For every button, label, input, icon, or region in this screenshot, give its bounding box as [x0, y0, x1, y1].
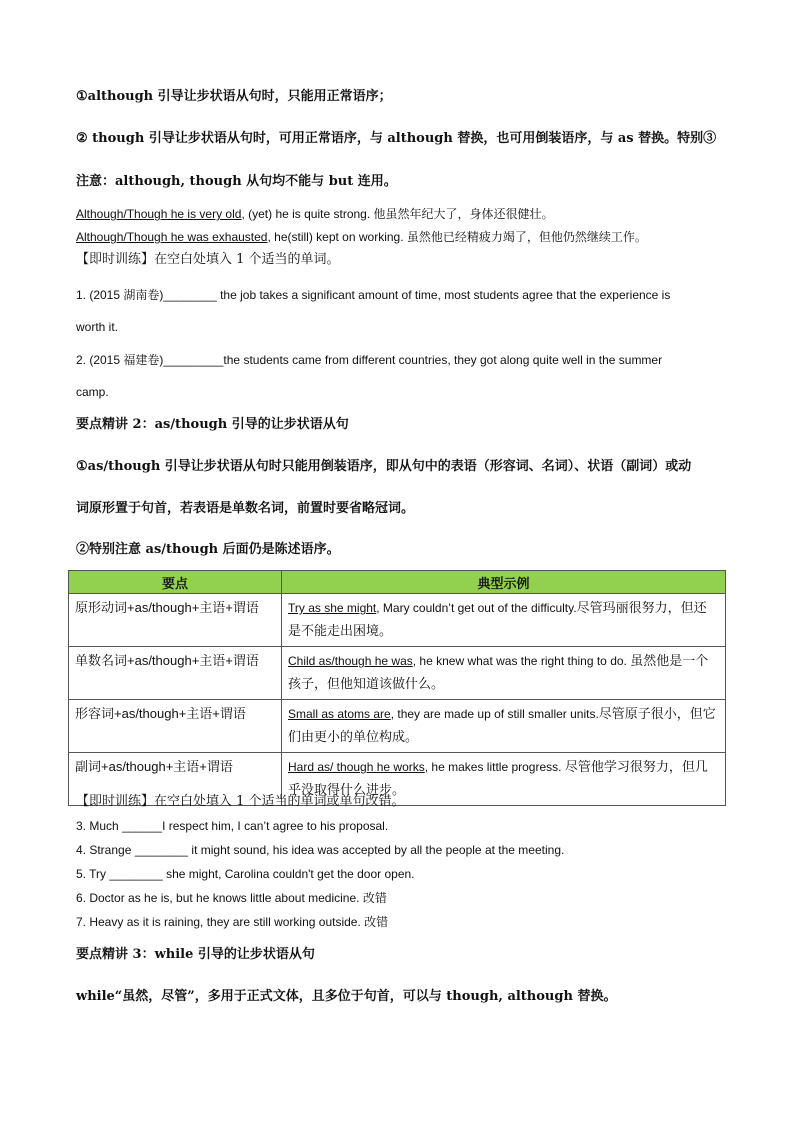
- example-translation: 尽管玛丽很努力，但还是不能走出困境。: [288, 601, 707, 639]
- table-cell-example: [282, 700, 726, 753]
- table-header-point: 要点: [69, 571, 282, 594]
- example-translation: 虽然他是一个孩子，但他知道该做什么。: [288, 654, 709, 692]
- table-cell-point: 副词+as/though+主语+谓语: [69, 753, 282, 806]
- example-1-clause: Although/Though he is very old: [76, 207, 242, 221]
- example-underlined: Child as/though he was: [288, 654, 413, 668]
- example-translation: 尽管他学习很努力，但几乎没取得什么进步。: [288, 760, 708, 798]
- example-underlined: Hard as/ though he works: [288, 760, 425, 774]
- training-heading-1: 【即时训练】在空白处填入 1 个适当的单词。: [76, 252, 340, 267]
- as-though-rule-line-2: 词原形置于句首，若表语是单数名词，前置时要省略冠词。: [76, 501, 415, 516]
- table-header-example: 典型示例: [282, 571, 726, 594]
- question-7: 7. Heavy as it is raining, they are still working outside. 改错: [76, 915, 389, 929]
- example-translation: 尽管原子很小，但它们由更小的单位构成。: [288, 707, 716, 745]
- training-heading-2: 【即时训练】在空白处填入 1 个适当的单词或单句改错。: [76, 794, 405, 809]
- while-rule: while“虽然，尽管”，多用于正式文体，且多位于句首，可以与 though, although 替换。: [76, 989, 617, 1004]
- example-underlined: Small as atoms are: [288, 707, 391, 721]
- example-text: , he makes little progress.: [424, 760, 565, 774]
- table-cell-example: [282, 647, 726, 700]
- question-3: 3. Much ______I respect him, I can’t agree to his proposal.: [76, 819, 389, 833]
- rule-note: 注意：although, though 从句均不能与 but 连用。: [76, 174, 397, 189]
- example-2-rest: , he(still) kept on working. 虽然他已经精疲力竭了，但他仍然继续工作。: [267, 230, 647, 244]
- example-text: , they are made up of still smaller units.: [390, 707, 599, 721]
- example-2: [76, 228, 647, 247]
- table-cell-point: 原形动词+as/though+主语+谓语: [69, 594, 282, 647]
- question-4: 4. Strange ________ it might sound, his idea was accepted by all the people at the meeting.: [76, 843, 565, 857]
- table-cell-point: 形容词+as/though+主语+谓语: [69, 700, 282, 753]
- key-points-table: [68, 570, 726, 806]
- example-2-clause: Although/Though he was exhausted: [76, 230, 268, 244]
- as-though-note: ②特别注意 as/though 后面仍是陈述语序。: [76, 542, 340, 557]
- question-1-line-1: 1. (2015 湖南卷)________ the job takes a significant amount of time, most students agree that the experience is: [76, 288, 671, 302]
- question-6: 6. Doctor as he is, but he knows little about medicine. 改错: [76, 891, 387, 905]
- example-text: , he knew what was the right thing to do.: [412, 654, 631, 668]
- section-3-heading: 要点精讲 3：while 引导的让步状语从句: [76, 947, 315, 962]
- example-text: , Mary couldn’t get out of the difficulty.: [376, 601, 577, 615]
- question-5: 5. Try ________ she might, Carolina couldn't get the door open.: [76, 867, 415, 881]
- question-1-line-2: worth it.: [76, 320, 119, 334]
- table-row: [69, 700, 726, 753]
- as-though-rule-line-1: ①as/though 引导让步状语从句时只能用倒装语序，即从句中的表语（形容词、名词）、状语（副词）或动: [76, 459, 692, 474]
- question-2-line-2: camp.: [76, 385, 109, 399]
- table-cell-example: [282, 594, 726, 647]
- table-row: [69, 594, 726, 647]
- example-underlined: Try as she might: [288, 601, 377, 615]
- example-1: [76, 205, 554, 224]
- example-1-rest: , (yet) he is quite strong. 他虽然年纪大了，身体还很健壮。: [241, 207, 554, 221]
- section-2-heading: 要点精讲 2：as/though 引导的让步状语从句: [76, 417, 349, 432]
- question-2-line-1: 2. (2015 福建卷)_________the students came from different countries, they got along quite well in the summer: [76, 353, 663, 367]
- rule-though: ② though 引导让步状语从句时，可用正常语序，与 although 替换，也可用倒装语序，与 as 替换。特别③: [76, 131, 717, 146]
- rule-although: ①although 引导让步状语从句时，只能用正常语序；: [76, 89, 392, 104]
- table-cell-point: 单数名词+as/though+主语+谓语: [69, 647, 282, 700]
- table-row: [69, 647, 726, 700]
